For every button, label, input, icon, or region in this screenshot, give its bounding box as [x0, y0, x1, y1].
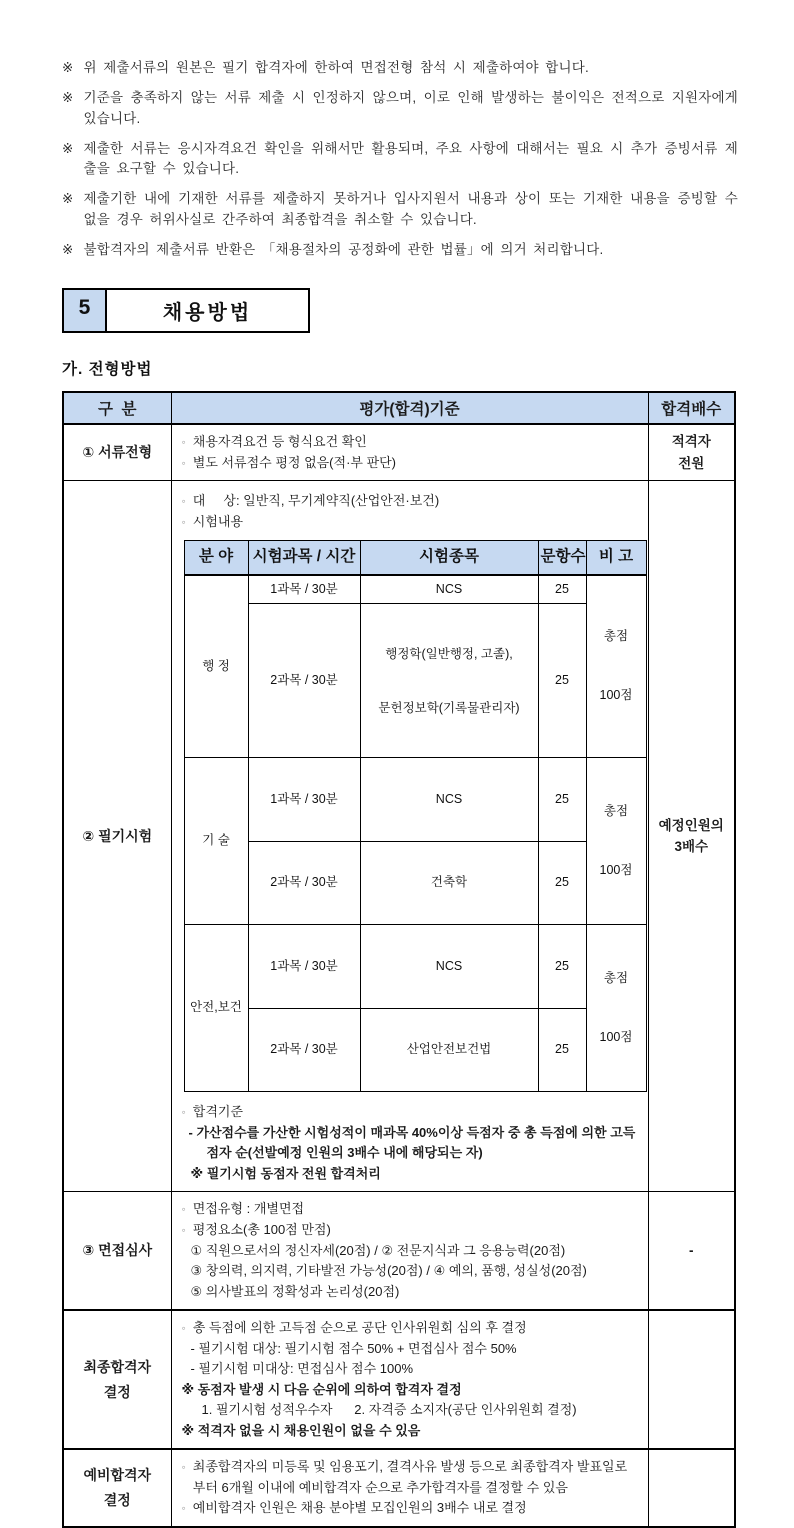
subsection-title: 가. 전형방법	[62, 361, 153, 378]
total-line: 100점	[599, 863, 633, 878]
total-line: 총점	[603, 970, 629, 985]
bullet-line	[182, 1318, 638, 1339]
bullet-text: 평정요소(총 100점 만점)	[192, 1222, 331, 1238]
exam-time: 2과목 / 30분	[248, 841, 360, 925]
section-header	[62, 288, 310, 333]
section-number: 5	[64, 290, 107, 331]
final-note: ※ 적격자 없을 시 채용인원이 없을 수 있음	[181, 1422, 421, 1438]
exam-row-tech-2	[184, 841, 646, 925]
bullet-text: 채용자격요건 등 형식요건 확인	[192, 434, 367, 449]
subject-line: 행정학(일반행정, 고졸),	[385, 646, 513, 661]
row-final-decision	[63, 1310, 735, 1449]
total-line: 100점	[599, 688, 633, 703]
note-text: 제출한 서류는 응시자격요건 확인을 위해서만 활용되며, 주요 사항에 대해서는 필요 시 추가 증빙서류 제출을 요구할 수 있습니다.	[83, 140, 738, 176]
exam-header-time: 시험과목 / 시간	[248, 541, 360, 575]
note-text: 위 제출서류의 원본은 필기 합격자에 한하여 면접전형 참석 시 제출하여야 합니다.	[83, 60, 589, 75]
pass-criteria-detail: - 가산점수를 가산한 시험성적이 매과목 40%이상 득점자 중 총 득점에 의한 고득점자 순(선발예정 인원의 3배수 내에 해당되는 자)	[188, 1124, 636, 1161]
bullet-line	[182, 1457, 638, 1498]
bullet-text: 면접유형 : 개별면접	[192, 1201, 305, 1217]
final-criteria	[171, 1310, 648, 1449]
interview-label: ③ 면접심사	[63, 1192, 171, 1310]
bullet-line	[182, 1220, 638, 1241]
exam-subject: NCS	[360, 758, 538, 842]
exam-field: 안전,보건	[184, 925, 248, 1092]
written-label: ② 필기시험	[63, 481, 171, 1192]
interview-multiple: -	[648, 1192, 735, 1310]
exam-count: 25	[538, 604, 586, 758]
header-criteria: 평가(합격)기준	[171, 392, 648, 424]
exam-header-count: 문항수	[538, 541, 586, 575]
note-item	[62, 58, 738, 78]
row-reserve-decision	[63, 1449, 735, 1527]
exam-row-safety-2	[184, 1008, 646, 1092]
label-line: 최종합격자	[83, 1358, 152, 1375]
exam-subject: 건축학	[360, 841, 538, 925]
circle-bullet-icon: ◦	[181, 455, 186, 470]
bullet-text: 예비합격자 인원은 채용 분야별 모집인원의 3배수 내로 결정	[192, 1500, 527, 1516]
circle-bullet-icon: ◦	[181, 494, 186, 509]
note-item	[62, 240, 738, 260]
exam-total	[586, 925, 646, 1092]
bullet-text: 별도 서류점수 평정 없음(적·부 판단)	[192, 454, 397, 470]
exam-count: 25	[538, 575, 586, 604]
exam-count: 25	[538, 758, 586, 842]
multiple-line: 적격자	[671, 433, 711, 449]
label-line: 결정	[103, 1383, 131, 1400]
exam-count: 25	[538, 841, 586, 925]
exam-header-row	[184, 541, 646, 575]
exam-subject	[360, 604, 538, 758]
written-multiple	[648, 481, 735, 1192]
circle-bullet-icon: ◦	[181, 1501, 186, 1516]
circle-bullet-icon: ◦	[181, 1202, 186, 1217]
exam-header-subject: 시험종목	[360, 541, 538, 575]
bullet-line	[182, 453, 638, 474]
interview-criteria	[171, 1192, 648, 1310]
circle-bullet-icon: ◦	[181, 1460, 186, 1475]
table-header-row	[63, 392, 735, 424]
screening-criteria	[171, 424, 648, 481]
total-line: 100점	[599, 1030, 633, 1045]
bullet-text: 최종합격자의 미등록 및 임용포기, 결격사유 발생 등으로 최종합격자 발표일로부터 6개월 이내에 예비합격자 순으로 추가합격자를 결정할 수 있음	[192, 1459, 628, 1495]
exam-time: 2과목 / 30분	[248, 1008, 360, 1092]
notes-list	[62, 58, 738, 260]
circle-bullet-icon: ◦	[181, 1223, 186, 1238]
row-document-screening	[63, 424, 735, 481]
circle-bullet-icon: ◦	[181, 514, 186, 529]
exam-count: 25	[538, 1008, 586, 1092]
exam-time: 2과목 / 30분	[248, 604, 360, 758]
bullet-line	[182, 1199, 638, 1220]
exam-subject: NCS	[360, 925, 538, 1009]
bullet-line	[182, 1498, 638, 1519]
row-interview	[63, 1192, 735, 1310]
screening-label: ① 서류전형	[63, 424, 171, 481]
reference-mark-icon: ※	[62, 241, 74, 257]
reserve-criteria	[171, 1449, 648, 1527]
interview-item: ③ 창의력, 의지력, 기타발전 가능성(20점) / ④ 예의, 품행, 성실성(20점)	[190, 1263, 587, 1279]
header-multiple: 합격배수	[648, 392, 735, 424]
final-label	[63, 1310, 171, 1449]
reference-mark-icon: ※	[62, 90, 74, 106]
bullet-text: 합격기준	[192, 1104, 243, 1120]
exam-total	[586, 758, 646, 925]
exam-subject: NCS	[360, 575, 538, 604]
pass-criteria-note: ※ 필기시험 동점자 전원 합격처리	[190, 1165, 381, 1181]
interview-item: ① 직원으로서의 정신자세(20점) / ② 전문지식과 그 응용능력(20점)	[190, 1242, 566, 1258]
written-criteria	[171, 481, 648, 1192]
bullet-text: 시험내용	[192, 513, 243, 529]
circle-bullet-icon: ◦	[181, 435, 186, 449]
bullet-line	[182, 432, 638, 453]
multiple-line: 3배수	[674, 839, 709, 855]
final-multiple	[648, 1310, 735, 1449]
exam-row-safety-1	[184, 925, 646, 1009]
final-rank-order: 1. 필기시험 성적우수자 2. 자격증 소지자(공단 인사위원회 결정)	[201, 1402, 577, 1418]
exam-time: 1과목 / 30분	[248, 575, 360, 604]
bullet-line	[182, 491, 638, 512]
circle-bullet-icon: ◦	[181, 1321, 186, 1336]
note-item	[62, 189, 738, 230]
exam-header-field: 분 야	[184, 541, 248, 575]
multiple-line: 예정인원의	[658, 817, 724, 833]
note-item	[62, 139, 738, 180]
final-sub-item: - 필기시험 미대상: 면접심사 점수 100%	[190, 1361, 414, 1377]
exam-subject: 산업안전보건법	[360, 1008, 538, 1092]
final-note: ※ 동점자 발생 시 다음 순위에 의하여 합격자 결정	[181, 1381, 462, 1397]
selection-method-table	[62, 391, 736, 1528]
exam-row-admin-1	[184, 575, 646, 604]
reserve-label	[63, 1449, 171, 1527]
exam-header-note: 비 고	[586, 541, 646, 575]
exam-row-admin-2	[184, 604, 646, 758]
final-sub-item: - 필기시험 대상: 필기시험 점수 50% + 면접심사 점수 50%	[190, 1340, 517, 1356]
bullet-text: 총 득점에 의한 고득점 순으로 공단 인사위원회 심의 후 결정	[192, 1320, 527, 1336]
exam-field: 행 정	[184, 575, 248, 758]
exam-subjects-table	[184, 540, 647, 1092]
header-category: 구 분	[63, 392, 171, 424]
exam-time: 1과목 / 30분	[248, 758, 360, 842]
note-text: 기준을 충족하지 않는 서류 제출 시 인정하지 않으며, 이로 인해 발생하는 불이익은 전적으로 지원자에게 있습니다.	[83, 90, 738, 126]
bullet-line	[182, 1102, 638, 1123]
note-text: 불합격자의 제출서류 반환은 「채용절차의 공정화에 관한 법률」에 의거 처리합니다.	[83, 241, 604, 257]
reference-mark-icon: ※	[62, 191, 74, 207]
exam-total	[586, 575, 646, 758]
reserve-multiple	[648, 1449, 735, 1527]
reference-mark-icon: ※	[62, 60, 74, 75]
label-line: 예비합격자	[83, 1466, 152, 1483]
row-written-exam	[63, 481, 735, 1192]
interview-item: ⑤ 의사발표의 정확성과 논리성(20점)	[190, 1283, 400, 1299]
exam-row-tech-1	[184, 758, 646, 842]
subject-line: 문헌정보학(기록물관리자)	[378, 700, 520, 715]
reference-mark-icon: ※	[62, 140, 74, 156]
label-line: 결정	[103, 1492, 131, 1509]
total-line: 총점	[603, 803, 629, 818]
exam-field: 기 술	[184, 758, 248, 925]
section-title: 채용방법	[162, 302, 253, 324]
exam-time: 1과목 / 30분	[248, 925, 360, 1009]
screening-multiple	[648, 424, 735, 481]
note-item	[62, 88, 738, 129]
total-line: 총점	[603, 628, 629, 643]
multiple-line: 전원	[678, 455, 705, 471]
note-text: 제출기한 내에 기재한 서류를 제출하지 못하거나 입사지원서 내용과 상이 또는 기재한 내용을 증빙할 수 없을 경우 허위사실로 간주하여 최종합격을 취소할 수 있습니다.	[83, 191, 738, 227]
circle-bullet-icon: ◦	[181, 1105, 186, 1120]
bullet-line	[182, 512, 638, 533]
bullet-text: 대 상: 일반직, 무기계약직(산업안전·보건)	[192, 493, 440, 509]
exam-count: 25	[538, 925, 586, 1009]
